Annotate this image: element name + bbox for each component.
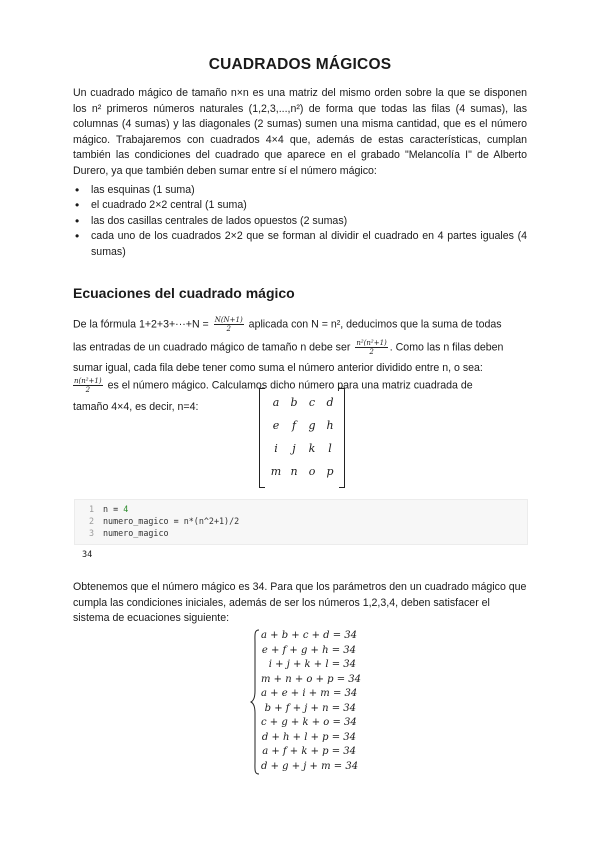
- matrix-4x4: [259, 388, 345, 488]
- section-heading: Ecuaciones del cuadrado mágico: [73, 285, 295, 301]
- line-number: 3: [89, 528, 95, 538]
- code-cell[interactable]: [74, 499, 528, 545]
- matrix-cell: d: [326, 396, 334, 409]
- formula-line-2: [73, 339, 527, 356]
- fraction-numerator: n(n²+1): [74, 377, 102, 385]
- code-line: [89, 504, 128, 514]
- left-brace: [250, 629, 260, 775]
- matrix-cell: n: [290, 465, 298, 478]
- equation: e + f + g + h = 34: [261, 644, 356, 656]
- fraction-denominator: 2: [369, 348, 374, 356]
- matrix-cell: e: [272, 419, 280, 432]
- equations-list: [261, 629, 362, 774]
- matrix-cell: o: [308, 465, 316, 478]
- formula-line-5: tamaño 4×4, es decir, n=4:: [73, 401, 199, 413]
- formula-line-1: [73, 316, 527, 333]
- fraction-magic: [73, 377, 103, 394]
- code-variable: numero_magico: [103, 528, 169, 538]
- line-number: 2: [89, 516, 95, 526]
- matrix-cell: h: [326, 419, 334, 432]
- equation: d + h + l + p = 34: [261, 731, 356, 743]
- line-number: 1: [89, 504, 95, 514]
- matrix-cell: g: [308, 419, 316, 432]
- matrix-grid: [267, 391, 339, 483]
- fraction-total: [355, 339, 387, 356]
- code-variable: numero_magico: [103, 516, 169, 526]
- matrix-cell: l: [328, 442, 332, 455]
- equation-system: [250, 629, 360, 775]
- code-operator: =: [108, 504, 124, 514]
- list-item: • las dos casillas centrales de lados opuestos (2 sumas): [73, 214, 527, 229]
- matrix-cell: p: [326, 465, 334, 478]
- equation: m + n + o + p = 34: [261, 673, 362, 685]
- fraction-denominator: 2: [226, 325, 231, 333]
- code-variable: n: [103, 504, 109, 514]
- fraction-sum: [214, 316, 244, 333]
- matrix-cell: j: [292, 442, 296, 455]
- equation: a + f + k + p = 34: [262, 746, 356, 757]
- result-paragraph: Obtenemos que el número mágico es 34. Para que los parámetros den un cuadrado mágico que cumpla las condiciones iniciales, además de ser los números 1,2,3,4, deben satisfacer el sistema de ecuaciones siguiente:: [73, 581, 527, 625]
- equation: a + b + c + d = 34: [261, 630, 358, 641]
- matrix-cell: m: [270, 465, 282, 478]
- matrix-cell: a: [272, 396, 280, 409]
- fraction-numerator: N(N+1): [214, 316, 243, 324]
- code-value: 4: [123, 504, 129, 514]
- list-item: • cada uno de los cuadrados 2×2 que se forman al dividir el cuadrado en 4 partes iguales (4 sumas): [73, 229, 527, 260]
- equation: d + g + j + m = 34: [261, 760, 359, 772]
- matrix-cell: b: [290, 396, 298, 409]
- code-output: 34: [82, 550, 93, 560]
- conditions-list: [73, 183, 527, 260]
- code-line: [89, 516, 239, 526]
- matrix-cell: i: [274, 442, 278, 455]
- formula-line-3: sumar igual, cada fila debe tener como suma el número anterior dividido entre n, o sea:: [73, 362, 483, 374]
- equation: c + g + k + o = 34: [261, 717, 357, 728]
- text-span: De la fórmula 1+2+3+···+N =: [73, 318, 209, 331]
- code-operator: =: [168, 516, 184, 526]
- list-item: • el cuadrado 2×2 central (1 suma): [73, 198, 527, 213]
- matrix-cell: k: [308, 442, 316, 455]
- matrix-cell: c: [308, 396, 316, 409]
- equation: a + e + i + m = 34: [261, 688, 358, 699]
- page-title: CUADRADOS MÁGICOS: [208, 56, 392, 73]
- fraction-denominator: 2: [85, 386, 91, 394]
- matrix-cell: f: [291, 419, 297, 432]
- text-span: las entradas de un cuadrado mágico de tamaño n debe ser: [73, 341, 351, 354]
- text-span: . Como las n filas deben: [389, 341, 504, 354]
- equation: b + f + j + n = 34: [264, 702, 356, 714]
- equation: i + j + k + l = 34: [268, 659, 356, 670]
- fraction-numerator: n²(n²+1): [356, 339, 387, 347]
- text-span: es el número mágico. Calculamos dicho número para una matriz cuadrada de: [107, 379, 473, 392]
- code-expression: n*(n^2+1)/2: [183, 516, 240, 526]
- code-line: [89, 528, 169, 538]
- list-item: • las esquinas (1 suma): [73, 183, 527, 198]
- text-span: aplicada con N = n², deducimos que la suma de todas: [248, 318, 502, 331]
- intro-paragraph: Un cuadrado mágico de tamaño n×n es una matriz del mismo orden sobre la que se disponen los n² primeros números naturales (1,2,3,...,n²) de forma que todas las filas (4 sumas), las columnas (4 sumas) y las diagonales (2 sumas) sumen una misma cantidad, que es el número mágico. Trabajaremos con cuadrados 4×4 que, además de estas características, cumplan también las condiciones del cuadrado que aparece en el grabado "Melancolía I" de Alberto Durero, ya que también deben sumar entre sí el número mágico:: [73, 87, 527, 177]
